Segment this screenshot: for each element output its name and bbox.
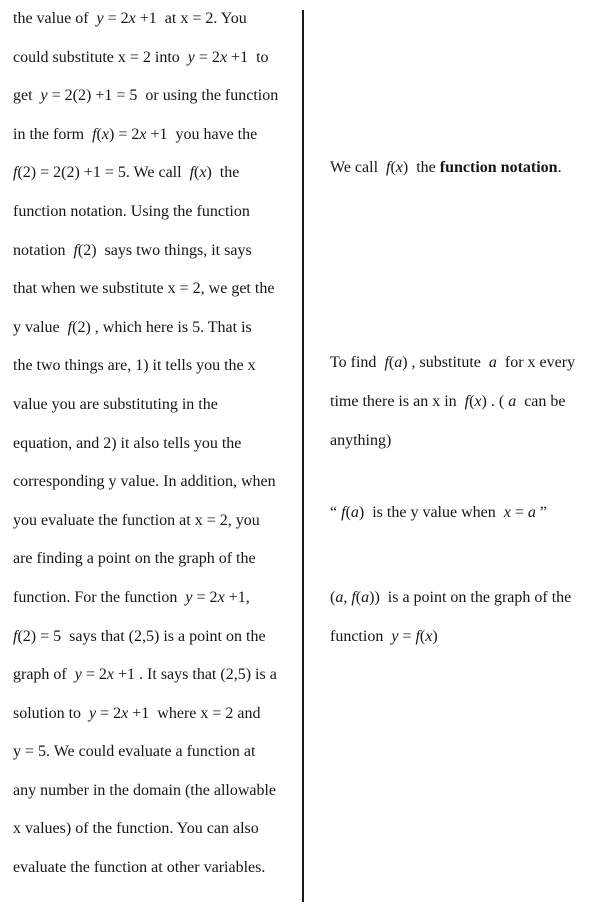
- margin-note-line: function y = f(x): [330, 627, 438, 645]
- margin-note-line: anything): [330, 432, 392, 449]
- margin-note: [330, 579, 571, 656]
- text-line: corresponding y value. In addition, when: [13, 473, 276, 491]
- text-line: could substitute x = 2 into y = 2x +1 to: [13, 48, 269, 66]
- text-line: function. For the function y = 2x +1,: [13, 588, 250, 606]
- lecture-notes-column: [13, 0, 301, 888]
- text-line: you evaluate the function at x = 2, you: [13, 511, 260, 529]
- margin-note: [330, 494, 547, 532]
- margin-note-line: (a, f(a)) is a point on the graph of the: [330, 589, 572, 606]
- text-line: x values) of the function. You can also: [13, 820, 259, 838]
- text-line: get y = 2(2) +1 = 5 or using the function: [13, 87, 279, 105]
- text-line: evaluate the function at other variables.: [13, 859, 266, 877]
- text-line: f(2) = 2(2) +1 = 5. We call f(x) the: [13, 164, 240, 182]
- text-line: function notation. Using the function: [13, 202, 250, 220]
- text-line: graph of y = 2x +1 . It says that (2,5) is a: [13, 666, 277, 684]
- margin-note-line: To find f(a) , substitute a for x every: [330, 354, 576, 371]
- text-line: y = 5. We could evaluate a function at: [13, 743, 256, 761]
- text-line: value you are substituting in the: [13, 395, 218, 413]
- text-line: in the form f(x) = 2x +1 you have the: [13, 125, 258, 143]
- text-line: solution to y = 2x +1 where x = 2 and: [13, 704, 261, 722]
- margin-note-line: time there is an x in f(x) . ( a can be: [330, 393, 566, 410]
- margin-note-line: “ f(a) is the y value when x = a ”: [330, 504, 547, 521]
- column-divider: [302, 10, 304, 902]
- text-line: the value of y = 2x +1 at x = 2. You: [13, 10, 247, 27]
- margin-note-line: We call f(x) the function notation.: [330, 159, 562, 176]
- text-line: the two things are, 1) it tells you the x: [13, 357, 256, 375]
- text-line: f(2) = 5 says that (2,5) is a point on the: [13, 627, 266, 645]
- text-line: equation, and 2) it also tells you the: [13, 434, 242, 452]
- text-line: are finding a point on the graph of the: [13, 550, 256, 568]
- margin-note: [330, 343, 575, 460]
- text-line: notation f(2) says two things, it says: [13, 241, 252, 259]
- text-line: any number in the domain (the allowable: [13, 781, 277, 799]
- text-line: y value f(2) , which here is 5. That is: [13, 318, 252, 336]
- text-line: that when we substitute x = 2, we get the: [13, 280, 275, 298]
- margin-note: [330, 149, 562, 187]
